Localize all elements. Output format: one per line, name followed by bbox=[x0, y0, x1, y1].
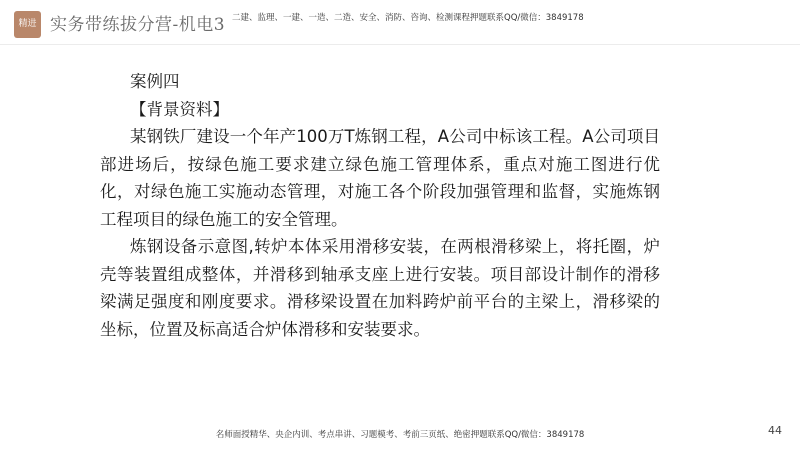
paragraph-2: 炼钢设备示意图,转炉本体采用滑移安装，在两根滑移梁上，将托圈，炉壳等装置组成整体，并滑移到轴承支座上进行安装。项目部设计制作的滑移梁满足强度和刚度要求。滑移梁设置在加料跨炉前平台的主梁上，滑移梁的坐标，位置及标高适合炉体滑移和安装要求。 bbox=[100, 237, 660, 339]
header-divider bbox=[0, 44, 800, 45]
footer-contact-note: 名师面授精华、央企内训、考点串讲、习题模考、考前三页纸、绝密押题联系QQ/微信：3849178 bbox=[215, 430, 585, 440]
header-contact-note: 二建、监理、一建、一造、二造、安全、消防、咨询、检测课程押题联系QQ/微信：3849178 bbox=[232, 13, 584, 23]
case-title: 案例四 bbox=[130, 72, 180, 91]
course-title: 实务带练拔分营-机电3 bbox=[50, 15, 226, 35]
page-number: 44 bbox=[768, 424, 782, 437]
paragraph-1: 某钢铁厂建设一个年产100万T炼钢工程，A公司中标该工程。A公司项目部进场后，按绿色施工要求建立绿色施工管理体系，重点对施工图进行优化，对绿色施工实施动态管理，对施工各个阶段加强管理和监督，实施炼钢工程项目的绿色施工的安全管理。 bbox=[100, 127, 660, 229]
section-heading: 【背景资料】 bbox=[130, 99, 229, 119]
slide-content bbox=[100, 68, 660, 343]
brand-logo: 精进 bbox=[14, 11, 41, 38]
slide-header bbox=[0, 0, 800, 44]
